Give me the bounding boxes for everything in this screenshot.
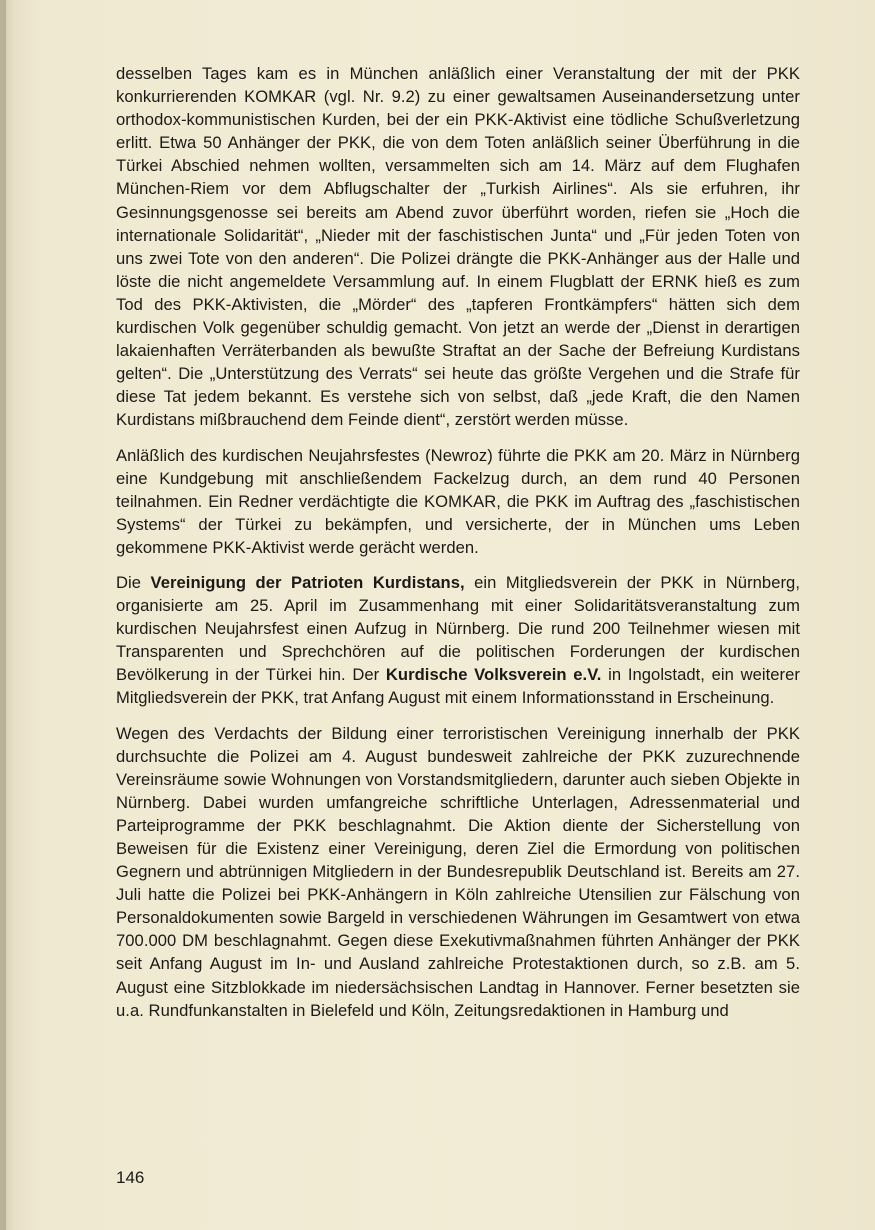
page-edge bbox=[0, 0, 6, 1230]
paragraph-1-text: desselben Tages kam es in München anläßlich einer Veranstaltung der mit der PKK konkurrierenden KOMKAR (vgl. Nr. 9.2) zu einer gewaltsamen Auseinandersetzung unter orthodox-kommunistischen Kurden, bei der ein PKK-Aktivist eine tödliche Schußverletzung erlitt. Etwa 50 Anhänger der PKK, die von dem Toten anläßlich seiner Überführung in die Türkei Abschied nehmen wollten, versammelten sich am 14. März auf dem Flughafen München-Riem vor dem Abflugschalter der „Turkish Airlines“. Als sie erfuhren, ihr Gesinnungsgenosse sei bereits am Abend zuvor überführt worden, riefen sie „Hoch die internationale Solidarität“, „Nieder mit der faschistischen Junta“ und „Für jeden Toten von uns zwei Tote von den anderen“. Die Polizei drängte die PKK-Anhänger aus der Halle und löste die nicht angemeldete Versammlung auf. In einem Flugblatt der ERNK hieß es zum Tod des PKK-Aktivisten, die „Mörder“ des „tapferen Frontkämpfers“ hätten sich dem kurdischen Volk gegenüber schuldig gemacht. Von jetzt an werde der „Dienst in derartigen lakaienhaften Verräterbanden als bewußte Straftat an der Sache der Befreiung Kurdistans gelten“. Die „Unterstützung des Verrats“ sei heute das größte Vergehen und die Strafe für diese Tat jedem bekannt. Es verstehe sich von selbst, daß „jede Kraft, die den Namen Kurdistans mißbrauchend dem Feinde dient“, zerstört werden müsse. bbox=[116, 64, 800, 430]
bold-term-volksverein: Kurdische Volksverein e.V. bbox=[385, 665, 602, 685]
page-number: 146 bbox=[116, 1168, 145, 1187]
body-text bbox=[116, 62, 800, 1034]
paragraph-3-text-b: ein Mitgliedsverein der PKK in Nürnberg, organisierte am 25. April im Zusammenhang mit einer Solidaritätsveranstaltung zum kurdischen Neujahrsfest einen Aufzug in Nürnberg. Die rund 200 Teilnehmer wiesen mit Transparenten und Sprechchören auf die politischen Forderungen der kurdischen Bevölkerung in der Türkei hin. Der bbox=[116, 572, 801, 685]
paragraph-3-text-a: Die bbox=[116, 572, 151, 592]
paragraph-4 bbox=[116, 722, 800, 1022]
paragraph-2-text: Anläßlich des kurdischen Neujahrsfestes (Newroz) führte die PKK am 20. März in Nürnberg eine Kundgebung mit anschließendem Fackelzug durch, an dem rund 40 Personen teilnahmen. Ein Redner verdächtigte die KOMKAR, die PKK im Auftrag des „faschistischen Systems“ der Türkei zu bekämpfen, und versicherte, der in München ums Leben gekommene PKK-Aktivist werde gerächt werden. bbox=[116, 445, 800, 557]
paragraph-3-text-c: in Ingolstadt, ein weiterer Mitgliedsverein der PKK, trat Anfang August mit einem Informationsstand in Erscheinung. bbox=[116, 665, 800, 708]
paragraph-4-text: Wegen des Verdachts der Bildung einer terroristischen Vereinigung innerhalb der PKK durchsuchte die Polizei am 4. August bundesweit zahlreiche der PKK zuzurechnende Vereinsräume sowie Wohnungen von Vorstandsmitgliedern, darunter auch sieben Objekte in Nürnberg. Dabei wurden umfangreiche schriftliche Unterlagen, Adressenmaterial und Parteiprogramme der PKK beschlagnahmt. Die Aktion diente der Sicherstellung von Beweisen für die Existenz einer Vereinigung, deren Ziel die Ermordung von politischen Gegnern und abtrünnigen Mitgliedern in der Bundesrepublik Deutschland ist. Bereits am 27. Juli hatte die Polizei bei PKK-Anhängern in Köln zahlreiche Utensilien zur Fälschung von Personaldokumenten sowie Bargeld in verschiedenen Währungen im Gesamtwert von etwa 700.000 DM beschlagnahmt. Gegen diese Exekutivmaßnahmen führten Anhänger der PKK seit Anfang August im In- und Ausland zahlreiche Protestaktionen durch, so z.B. am 5. August eine Sitzblokkade im niedersächsischen Landtag in Hannover. Ferner besetzten sie u.a. Rundfunkanstalten in Bielefeld und Köln, Zeitungsredaktionen in Hamburg und bbox=[116, 723, 800, 1020]
bold-term-vereinigung: Vereinigung der Patrioten Kurdistans, bbox=[150, 572, 465, 592]
paragraph-2 bbox=[116, 444, 800, 559]
paragraph-3 bbox=[116, 571, 800, 710]
paragraph-1 bbox=[116, 62, 800, 432]
